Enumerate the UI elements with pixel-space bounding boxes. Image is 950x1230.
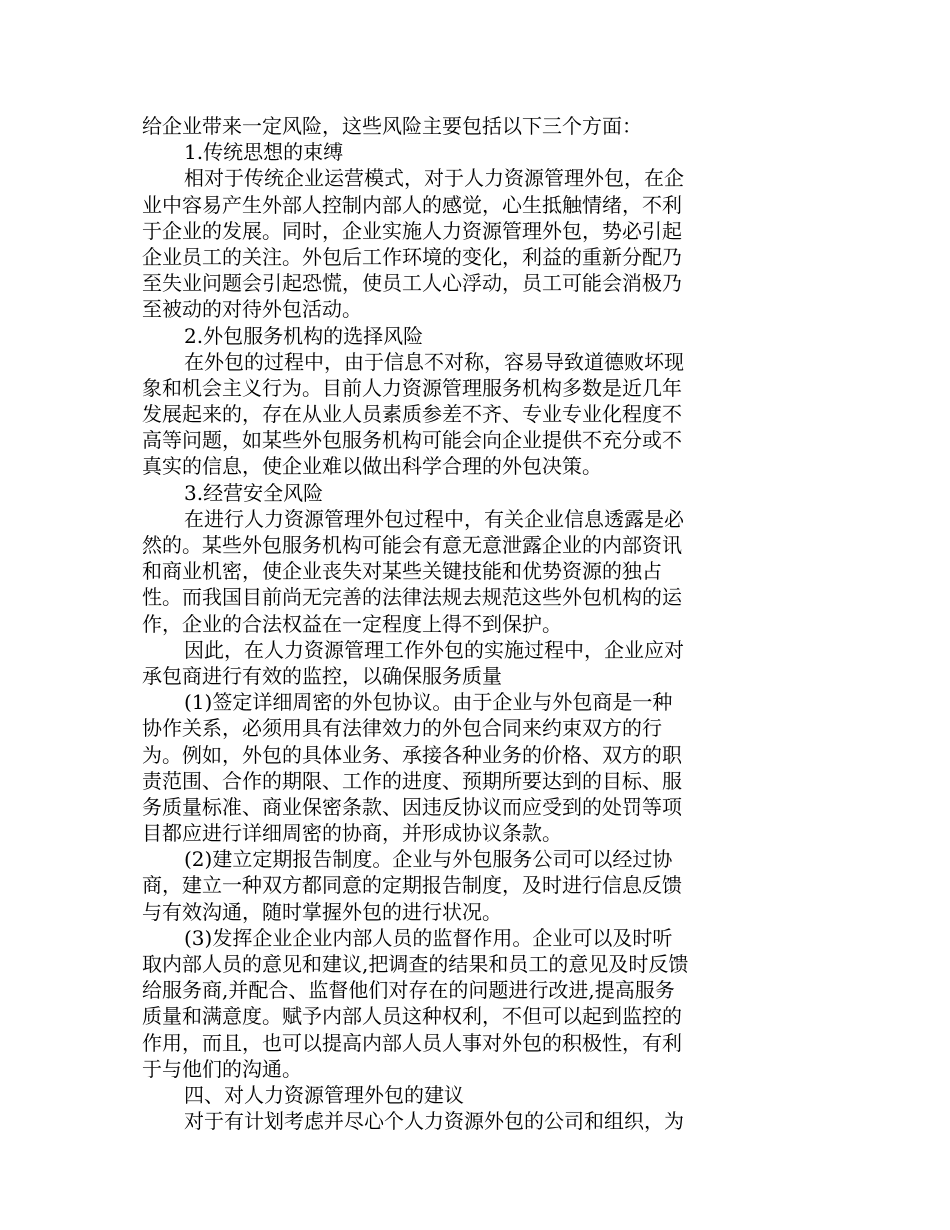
- text-line: (1)签定详细周密的外包协议。由于企业与外包商是一种: [184, 690, 673, 715]
- text-line: 真实的信息，使企业难以做出科学合理的外包决策。: [142, 454, 602, 479]
- text-line: 协作关系，必须用具有法律效力的外包合同来约束双方的行: [142, 716, 662, 741]
- text-line: 性。而我国目前尚无完善的法律法规去规范这些外包机构的运: [142, 585, 682, 610]
- text-line: 然的。某些外包服务机构可能会有意无意泄露企业的内部资讯: [142, 533, 682, 557]
- text-line: 与有效沟通，随时掌握外包的进行状况。: [142, 899, 502, 924]
- text-line: 作，企业的合法权益在一定程度上得不到保护。: [142, 611, 562, 636]
- text-line: 目都应进行详细周密的协商，并形成协议条款。: [142, 821, 562, 846]
- text-line: (3)发挥企业企业内部人员的监督作用。企业可以及时听: [184, 925, 673, 950]
- text-line: 相对于传统企业运营模式，对于人力资源管理外包，在企: [184, 166, 684, 191]
- text-line: 高等问题，如某些外包服务机构可能会向企业提供不充分或不: [142, 428, 682, 453]
- text-line: 于企业的发展。同时，企业实施人力资源管理外包，势必引起: [142, 218, 682, 243]
- text-line: 象和机会主义行为。目前人力资源管理服务机构多数是近几年: [142, 375, 682, 400]
- text-line: 因此，在人力资源管理工作外包的实施过程中，企业应对: [184, 637, 684, 662]
- text-line: (2)建立定期报告制度。企业与外包服务公司可以经过协: [184, 847, 673, 872]
- text-line: 作用，而且，也可以提高内部人员人事对外包的积极性，有利: [142, 1030, 682, 1055]
- text-line: 3.经营安全风险: [184, 480, 324, 505]
- text-line: 在外包的过程中，由于信息不对称，容易导致道德败坏现: [184, 349, 684, 374]
- text-line: 取内部人员的意见和建议,把调查的结果和员工的意见及时反馈: [142, 952, 689, 976]
- text-line: 质量和满意度。赋予内部人员这种权利，不但可以起到监控的: [142, 1004, 682, 1029]
- text-line: 1.传统思想的束缚: [184, 140, 344, 165]
- text-line: 对于有计划考虑并尽心个人力资源外包的公司和组织，为: [184, 1109, 684, 1134]
- text-line: 2.外包服务机构的选择风险: [184, 323, 424, 348]
- text-line: 至被动的对待外包活动。: [142, 297, 362, 322]
- text-line: 务质量标准、商业保密条款、因违反协议而应受到的处罚等项: [142, 794, 682, 819]
- text-line: 给企业带来一定风险，这些风险主要包括以下三个方面：: [142, 114, 642, 138]
- text-line: 于与他们的沟通。: [142, 1056, 302, 1081]
- text-line: 和商业机密，使企业丧失对某些关键技能和优势资源的独占: [142, 559, 662, 584]
- text-line: 责范围、合作的期限、工作的进度、预期所要达到的目标、服: [142, 768, 682, 793]
- text-line: 业中容易产生外部人控制内部人的感觉，心生抵触情绪，不利: [142, 192, 682, 217]
- text-line: 承包商进行有效的监控，以确保服务质量: [142, 663, 502, 688]
- document-page: [142, 113, 742, 1134]
- text-line: 发展起来的，存在从业人员素质参差不齐、专业专业化程度不: [142, 402, 682, 427]
- text-line: 至失业问题会引起恐慌，使员工人心浮动，员工可能会消极乃: [142, 271, 682, 296]
- text-line: 商，建立一种双方都同意的定期报告制度，及时进行信息反馈: [142, 873, 682, 898]
- text-line: 四、对人力资源管理外包的建议: [184, 1082, 464, 1107]
- text-line: 给服务商,并配合、监督他们对存在的问题进行改进,提高服务: [142, 978, 675, 1003]
- text-line: 在进行人力资源管理外包过程中，有关企业信息透露是必: [184, 506, 684, 531]
- text-line: 为。例如，外包的具体业务、承接各种业务的价格、双方的职: [142, 742, 682, 767]
- text-line: 企业员工的关注。外包后工作环境的变化，利益的重新分配乃: [142, 244, 682, 269]
